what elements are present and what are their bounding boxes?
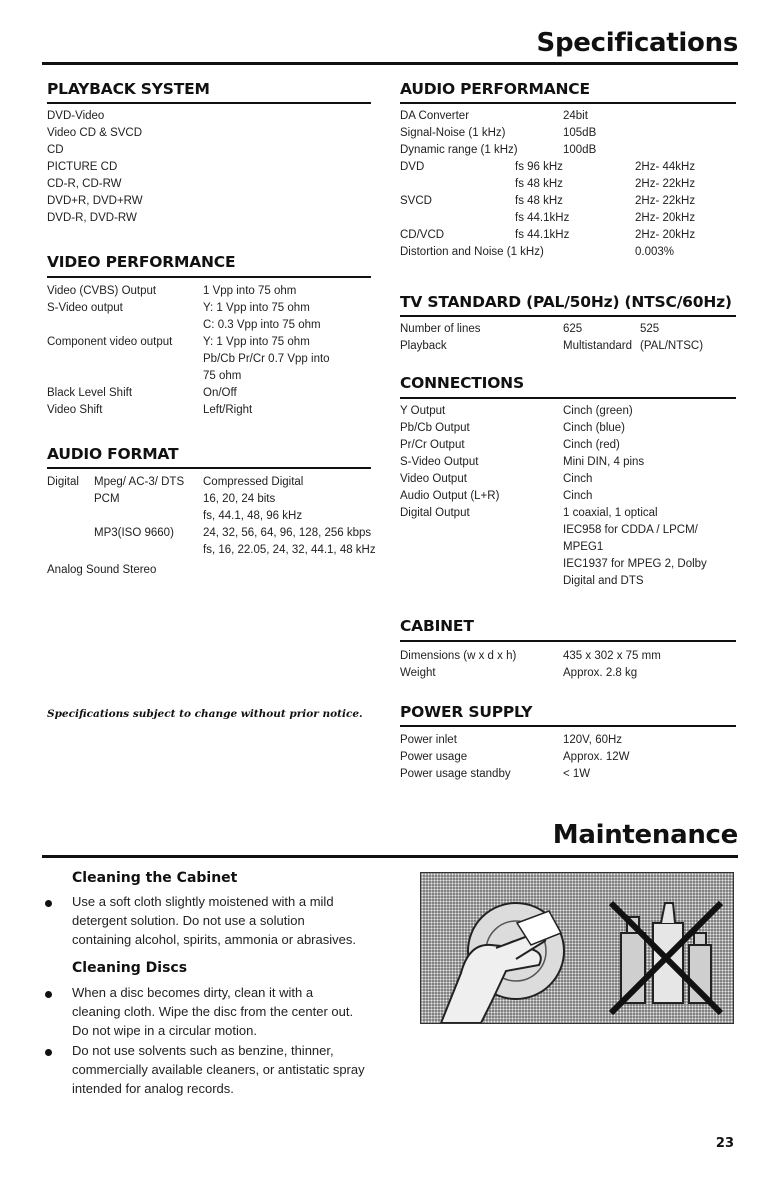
- page-number: 23: [715, 1136, 734, 1151]
- cleaning-cabinet-text: Use a soft cloth slightly moistened with a mild detergent solution. Do not use a solution containing alcohol, spirits, ammonia or abrasives.: [72, 894, 356, 947]
- table-cell: 525: [640, 323, 660, 335]
- maintenance-rule: [42, 855, 738, 858]
- table-row-label: Pr/Cr Output: [400, 439, 465, 451]
- video-perf-heading: VIDEO PERFORMANCE: [47, 253, 236, 271]
- table-row-value: Y: 1 Vpp into 75 ohm: [203, 302, 310, 314]
- cleaning-discs-text-1: When a disc becomes dirty, clean it with a cleaning cloth. Wipe the disc from the center out. Do not wipe in a circular motion.: [72, 985, 354, 1038]
- audio-format-rule: [47, 467, 371, 469]
- table-row-value: Approx. 12W: [563, 751, 630, 763]
- table-cell: fs, 16, 22.05, 24, 32, 44.1, 48 kHz: [203, 544, 376, 556]
- table-cell: fs 44.1kHz: [515, 212, 570, 224]
- tv-standard-rule: [400, 315, 736, 317]
- table-cell: PCM: [94, 493, 120, 505]
- table-cell: DVD: [400, 161, 425, 173]
- table-row-value: < 1W: [563, 768, 591, 780]
- table-cell: Playback: [400, 340, 447, 352]
- table-row-label: Audio Output (L+R): [400, 490, 500, 502]
- table-row-label: Weight: [400, 667, 436, 679]
- table-row-value: Mini DIN, 4 pins: [563, 456, 645, 468]
- table-row-value: IEC958 for CDDA / LPCM/: [563, 524, 698, 536]
- table-row-label: Digital Output: [400, 507, 470, 519]
- cleaning-cabinet-heading: Cleaning the Cabinet: [72, 870, 238, 886]
- table-cell: 2Hz- 20kHz: [635, 212, 696, 224]
- table-cell: fs 48 kHz: [515, 178, 563, 190]
- disc-cleaning-icon: [421, 873, 733, 1023]
- list-item: PICTURE CD: [47, 161, 118, 173]
- cleaning-discs-heading: Cleaning Discs: [72, 960, 188, 976]
- table-row-value: 435 x 302 x 75 mm: [563, 650, 661, 662]
- table-row-label: Power usage: [400, 751, 468, 763]
- table-cell: 2Hz- 22kHz: [635, 195, 696, 207]
- table-row-value: 1 Vpp into 75 ohm: [203, 285, 297, 297]
- playback-rule: [47, 102, 371, 104]
- list-item: CD-R, CD-RW: [47, 178, 122, 190]
- audio-perf-rule: [400, 102, 736, 104]
- bullet-icon: [45, 900, 52, 907]
- power-heading: POWER SUPPLY: [400, 703, 533, 721]
- table-cell: Distortion and Noise (1 kHz): [400, 246, 544, 258]
- table-row-label: Power usage standby: [400, 768, 511, 780]
- list-item: DVD-Video: [47, 110, 105, 122]
- video-perf-rule: [47, 276, 371, 278]
- table-row-label: Dimensions (w x d x h): [400, 650, 517, 662]
- page-title: Specifications: [536, 28, 738, 58]
- list-item: DVD+R, DVD+RW: [47, 195, 143, 207]
- table-cell: 2Hz- 44kHz: [635, 161, 696, 173]
- table-cell: 16, 20, 24 bits: [203, 493, 276, 505]
- table-row-value: 75 ohm: [203, 370, 242, 382]
- table-row-label: S-Video Output: [400, 456, 479, 468]
- table-row-value: Cinch (green): [563, 405, 633, 417]
- bullet-icon: [45, 991, 52, 998]
- table-row-value: Pb/Cb Pr/Cr 0.7 Vpp into: [203, 353, 330, 365]
- table-cell: 0.003%: [635, 246, 675, 258]
- table-row-value: 1 coaxial, 1 optical: [563, 507, 658, 519]
- table-row-value: MPEG1: [563, 541, 604, 553]
- table-cell: 625: [563, 323, 583, 335]
- table-cell: 24, 32, 56, 64, 96, 128, 256 kbps: [203, 527, 372, 539]
- list-item: DVD-R, DVD-RW: [47, 212, 137, 224]
- maintenance-title: Maintenance: [552, 820, 738, 850]
- table-row-value: Digital and DTS: [563, 575, 644, 587]
- cabinet-heading: CABINET: [400, 617, 474, 635]
- audio-perf-heading: AUDIO PERFORMANCE: [400, 80, 590, 98]
- table-cell: Multistandard: [563, 340, 633, 352]
- power-rule: [400, 725, 736, 727]
- table-cell: Mpeg/ AC-3/ DTS: [94, 476, 185, 488]
- table-row-label: Power inlet: [400, 734, 457, 746]
- table-row-label: S-Video output: [47, 302, 123, 314]
- table-row-value: Y: 1 Vpp into 75 ohm: [203, 336, 310, 348]
- table-row-value: On/Off: [203, 387, 237, 399]
- table-row-label: Y Output: [400, 405, 446, 417]
- table-cell: Digital: [47, 476, 79, 488]
- table-cell: 24bit: [563, 110, 588, 122]
- audio-format-heading: AUDIO FORMAT: [47, 445, 179, 463]
- table-row-label: Video Output: [400, 473, 467, 485]
- table-cell: 2Hz- 20kHz: [635, 229, 696, 241]
- table-row-value: Cinch (red): [563, 439, 620, 451]
- table-row-label: Video Shift: [47, 404, 103, 416]
- table-cell: (PAL/NTSC): [640, 340, 704, 352]
- table-cell: SVCD: [400, 195, 432, 207]
- cleaning-discs-text-2: Do not use solvents such as benzine, thinner, commercially available cleaners, or antistatic spray intended for analog records.: [72, 1043, 365, 1096]
- table-row-value: Cinch: [563, 490, 593, 502]
- table-cell: Compressed Digital: [203, 476, 304, 488]
- table-row-value: Left/Right: [203, 404, 253, 416]
- table-row-value: 120V, 60Hz: [563, 734, 623, 746]
- bullet-icon: [45, 1049, 52, 1056]
- table-cell: fs 48 kHz: [515, 195, 563, 207]
- table-row-value: C: 0.3 Vpp into 75 ohm: [203, 319, 321, 331]
- table-row-value: Cinch: [563, 473, 593, 485]
- connections-rule: [400, 397, 736, 399]
- table-cell: DA Converter: [400, 110, 470, 122]
- table-cell: Dynamic range (1 kHz): [400, 144, 518, 156]
- cabinet-rule: [400, 640, 736, 642]
- table-row-label: Component video output: [47, 336, 173, 348]
- table-row-value: Cinch (blue): [563, 422, 625, 434]
- table-cell: 100dB: [563, 144, 597, 156]
- table-cell: Signal-Noise (1 kHz): [400, 127, 506, 139]
- cleaning-illustration: [420, 872, 734, 1024]
- title-rule: [42, 62, 738, 65]
- table-cell: CD/VCD: [400, 229, 445, 241]
- table-cell: Number of lines: [400, 323, 481, 335]
- table-cell: fs 44.1kHz: [515, 229, 570, 241]
- list-item: CD: [47, 144, 64, 156]
- table-row-label: Pb/Cb Output: [400, 422, 470, 434]
- table-row-value: Approx. 2.8 kg: [563, 667, 638, 679]
- table-row-value: IEC1937 for MPEG 2, Dolby: [563, 558, 707, 570]
- table-cell: 105dB: [563, 127, 597, 139]
- table-cell: Analog Sound Stereo: [47, 564, 157, 576]
- table-cell: fs 96 kHz: [515, 161, 563, 173]
- table-cell: fs, 44.1, 48, 96 kHz: [203, 510, 303, 522]
- tv-standard-heading: TV STANDARD (PAL/50Hz) (NTSC/60Hz): [400, 293, 732, 311]
- connections-heading: CONNECTIONS: [400, 374, 524, 392]
- table-cell: MP3(ISO 9660): [94, 527, 174, 539]
- table-row-label: Black Level Shift: [47, 387, 133, 399]
- table-cell: 2Hz- 22kHz: [635, 178, 696, 190]
- playback-heading: PLAYBACK SYSTEM: [47, 80, 210, 98]
- list-item: Video CD & SVCD: [47, 127, 143, 139]
- specifications-notice: Specifications subject to change without prior notice.: [47, 708, 363, 720]
- table-row-label: Video (CVBS) Output: [47, 285, 157, 297]
